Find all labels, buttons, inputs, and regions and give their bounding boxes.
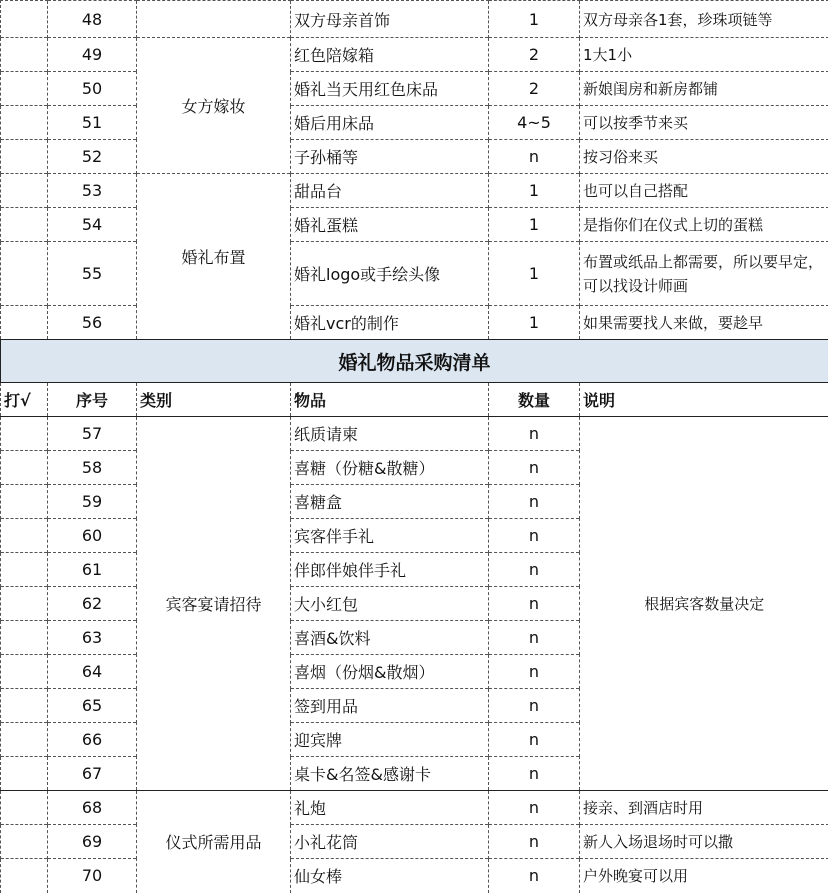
item-name: 喜糖（份糖&散糖） <box>291 451 489 485</box>
item-note: 新娘闺房和新房都铺 <box>580 72 828 106</box>
item-name: 甜品台 <box>291 174 489 208</box>
table-row <box>1 208 828 242</box>
item-quantity: 1 <box>489 1 580 38</box>
item-note: 新人入场退场时可以撒 <box>580 825 828 859</box>
row-number: 64 <box>48 655 137 689</box>
category-guests: 宾客宴请招待 <box>137 417 291 791</box>
row-number: 57 <box>48 417 137 451</box>
table-row <box>1 72 828 106</box>
row-number: 69 <box>48 825 137 859</box>
item-name: 桌卡&名签&感谢卡 <box>291 757 489 791</box>
header-check: 打√ <box>1 383 48 417</box>
item-quantity: n <box>489 859 580 893</box>
category-ceremony: 仪式所需用品 <box>137 791 291 893</box>
table-row <box>1 825 828 859</box>
item-name: 红色陪嫁箱 <box>291 38 489 72</box>
check-cell[interactable] <box>1 553 48 587</box>
item-quantity: 4~5 <box>489 106 580 140</box>
header-row <box>1 383 828 417</box>
item-quantity: 1 <box>489 208 580 242</box>
item-name: 双方母亲首饰 <box>291 1 489 38</box>
item-note: 接亲、到酒店时用 <box>580 791 828 825</box>
item-note: 布置或纸品上都需要，所以要早定，可以找设计师画 <box>580 242 828 306</box>
check-cell[interactable] <box>1 689 48 723</box>
item-quantity: n <box>489 689 580 723</box>
item-name: 婚礼当天用红色床品 <box>291 72 489 106</box>
item-quantity: 1 <box>489 242 580 306</box>
check-cell[interactable] <box>1 791 48 825</box>
row-number: 65 <box>48 689 137 723</box>
item-quantity: n <box>489 553 580 587</box>
row-number: 60 <box>48 519 137 553</box>
item-quantity: n <box>489 587 580 621</box>
check-cell[interactable] <box>1 72 48 106</box>
item-quantity: n <box>489 140 580 174</box>
category-decor: 婚礼布置 <box>137 174 291 340</box>
item-note: 也可以自己搭配 <box>580 174 828 208</box>
item-quantity: n <box>489 757 580 791</box>
item-name: 婚礼vcr的制作 <box>291 306 489 340</box>
header-item: 物品 <box>291 383 489 417</box>
item-quantity: n <box>489 485 580 519</box>
table-row <box>1 242 828 306</box>
section-title: 婚礼物品采购清单 <box>1 340 828 383</box>
row-number: 48 <box>48 1 137 38</box>
check-cell[interactable] <box>1 757 48 791</box>
check-cell[interactable] <box>1 825 48 859</box>
item-name: 喜糖盒 <box>291 485 489 519</box>
check-cell[interactable] <box>1 485 48 519</box>
item-name: 宾客伴手礼 <box>291 519 489 553</box>
check-cell[interactable] <box>1 723 48 757</box>
row-number: 61 <box>48 553 137 587</box>
item-note: 是指你们在仪式上切的蛋糕 <box>580 208 828 242</box>
item-note: 双方母亲各1套，珍珠项链等 <box>580 1 828 38</box>
item-name: 大小红包 <box>291 587 489 621</box>
item-quantity: 1 <box>489 306 580 340</box>
item-name: 伴郎伴娘伴手礼 <box>291 553 489 587</box>
item-quantity: n <box>489 723 580 757</box>
table-row <box>1 417 828 451</box>
guest-note: 根据宾客数量决定 <box>580 417 828 791</box>
header-note: 说明 <box>580 383 828 417</box>
table-row <box>1 174 828 208</box>
item-name: 喜烟（份烟&散烟） <box>291 655 489 689</box>
check-cell[interactable] <box>1 208 48 242</box>
item-name: 婚礼logo或手绘头像 <box>291 242 489 306</box>
item-quantity: n <box>489 451 580 485</box>
row-number: 56 <box>48 306 137 340</box>
item-note: 户外晚宴可以用 <box>580 859 828 893</box>
item-quantity: n <box>489 417 580 451</box>
category-cell <box>137 1 291 38</box>
item-quantity: 2 <box>489 38 580 72</box>
item-quantity: n <box>489 655 580 689</box>
row-number: 52 <box>48 140 137 174</box>
check-cell[interactable] <box>1 242 48 306</box>
table-row <box>1 106 828 140</box>
header-category: 类别 <box>137 383 291 417</box>
row-number: 58 <box>48 451 137 485</box>
row-number: 67 <box>48 757 137 791</box>
table-row <box>1 306 828 340</box>
table-row <box>1 859 828 893</box>
row-number: 68 <box>48 791 137 825</box>
check-cell[interactable] <box>1 1 48 38</box>
item-name: 纸质请柬 <box>291 417 489 451</box>
category-dowry: 女方嫁妆 <box>137 38 291 174</box>
row-number: 70 <box>48 859 137 893</box>
item-note: 可以按季节来买 <box>580 106 828 140</box>
table-row <box>1 791 828 825</box>
item-quantity: 2 <box>489 72 580 106</box>
item-note: 1大1小 <box>580 38 828 72</box>
item-quantity: n <box>489 825 580 859</box>
table-row <box>1 140 828 174</box>
check-cell[interactable] <box>1 587 48 621</box>
check-cell[interactable] <box>1 655 48 689</box>
row-number: 51 <box>48 106 137 140</box>
check-cell[interactable] <box>1 106 48 140</box>
item-name: 签到用品 <box>291 689 489 723</box>
item-quantity: 1 <box>489 174 580 208</box>
item-name: 仙女棒 <box>291 859 489 893</box>
row-number: 53 <box>48 174 137 208</box>
item-name: 小礼花筒 <box>291 825 489 859</box>
check-cell[interactable] <box>1 140 48 174</box>
header-quantity: 数量 <box>489 383 580 417</box>
check-cell[interactable] <box>1 451 48 485</box>
row-number: 66 <box>48 723 137 757</box>
check-cell[interactable] <box>1 519 48 553</box>
check-cell[interactable] <box>1 306 48 340</box>
item-name: 婚后用床品 <box>291 106 489 140</box>
row-number: 54 <box>48 208 137 242</box>
row-number: 62 <box>48 587 137 621</box>
check-cell[interactable] <box>1 859 48 893</box>
item-note: 如果需要找人来做，要趁早 <box>580 306 828 340</box>
item-quantity: n <box>489 791 580 825</box>
item-name: 子孙桶等 <box>291 140 489 174</box>
item-quantity: n <box>489 621 580 655</box>
row-number: 49 <box>48 38 137 72</box>
row-number: 55 <box>48 242 137 306</box>
check-cell[interactable] <box>1 38 48 72</box>
check-cell[interactable] <box>1 621 48 655</box>
table-row <box>1 38 828 72</box>
row-number: 50 <box>48 72 137 106</box>
check-cell[interactable] <box>1 417 48 451</box>
section-row <box>1 340 828 383</box>
header-number: 序号 <box>48 383 137 417</box>
item-note: 按习俗来买 <box>580 140 828 174</box>
check-cell[interactable] <box>1 174 48 208</box>
item-name: 迎宾牌 <box>291 723 489 757</box>
item-quantity: n <box>489 519 580 553</box>
table-row <box>1 1 828 38</box>
item-name: 喜酒&饮料 <box>291 621 489 655</box>
row-number: 63 <box>48 621 137 655</box>
item-name: 婚礼蛋糕 <box>291 208 489 242</box>
row-number: 59 <box>48 485 137 519</box>
item-name: 礼炮 <box>291 791 489 825</box>
